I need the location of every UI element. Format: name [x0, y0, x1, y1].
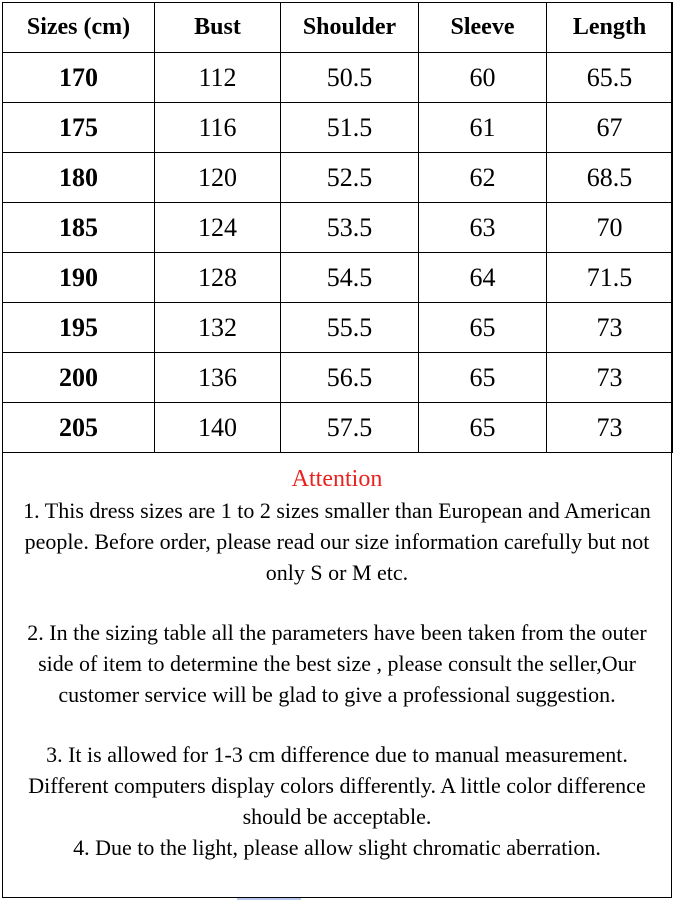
shoulder-cell: 57.5: [281, 403, 419, 453]
bust-cell: 124: [155, 203, 281, 253]
size-cell: 205: [3, 403, 155, 453]
length-cell: 71.5: [547, 253, 673, 303]
bust-cell: 136: [155, 353, 281, 403]
note-3: 3. It is allowed for 1-3 cm difference due to manual measurement. Different computers display colors differently. A little color difference should be acceptable.: [28, 742, 646, 829]
length-cell: 67: [547, 103, 673, 153]
shoulder-cell: 53.5: [281, 203, 419, 253]
bust-cell: 116: [155, 103, 281, 153]
note-4: 4. Due to the light, please allow slight chromatic aberration.: [73, 835, 601, 860]
table-header-row: [3, 3, 673, 53]
header-shoulder: Shoulder: [281, 3, 419, 53]
size-cell: 190: [3, 253, 155, 303]
sleeve-cell: 62: [419, 153, 547, 203]
length-cell: 68.5: [547, 153, 673, 203]
sleeve-cell: 65: [419, 403, 547, 453]
table-row: [3, 53, 673, 103]
bust-cell: 112: [155, 53, 281, 103]
bust-cell: 132: [155, 303, 281, 353]
sleeve-cell: 63: [419, 203, 547, 253]
table-row: [3, 303, 673, 353]
note-1: 1. This dress sizes are 1 to 2 sizes smaller than European and American people. Before order, please read our size information carefully but not only S or M etc.: [23, 498, 651, 585]
table-row: [3, 253, 673, 303]
length-cell: 73: [547, 303, 673, 353]
table-row: [3, 403, 673, 453]
length-cell: 73: [547, 353, 673, 403]
sleeve-cell: 61: [419, 103, 547, 153]
size-cell: 200: [3, 353, 155, 403]
size-chart-table: [2, 2, 673, 453]
shoulder-cell: 50.5: [281, 53, 419, 103]
sleeve-cell: 65: [419, 353, 547, 403]
shoulder-cell: 52.5: [281, 153, 419, 203]
bust-cell: 120: [155, 153, 281, 203]
bust-cell: 128: [155, 253, 281, 303]
size-cell: 170: [3, 53, 155, 103]
attention-heading: Attention: [291, 466, 383, 492]
shoulder-cell: 56.5: [281, 353, 419, 403]
table-row: [3, 353, 673, 403]
bottom-accent-line: [237, 898, 301, 900]
header-sleeve: Sleeve: [419, 3, 547, 53]
sleeve-cell: 65: [419, 303, 547, 353]
header-sizes: Sizes (cm): [3, 3, 155, 53]
length-cell: 70: [547, 203, 673, 253]
bust-cell: 140: [155, 403, 281, 453]
sleeve-cell: 60: [419, 53, 547, 103]
table-row: [3, 153, 673, 203]
length-cell: 65.5: [547, 53, 673, 103]
length-cell: 73: [547, 403, 673, 453]
note-spacer: [2, 710, 672, 739]
size-cell: 195: [3, 303, 155, 353]
table-row: [3, 103, 673, 153]
header-bust: Bust: [155, 3, 281, 53]
shoulder-cell: 54.5: [281, 253, 419, 303]
shoulder-cell: 55.5: [281, 303, 419, 353]
size-cell: 185: [3, 203, 155, 253]
size-cell: 180: [3, 153, 155, 203]
note-spacer: [2, 588, 672, 617]
header-length: Length: [547, 3, 673, 53]
attention-notes: [2, 462, 672, 863]
shoulder-cell: 51.5: [281, 103, 419, 153]
table-row: [3, 203, 673, 253]
size-cell: 175: [3, 103, 155, 153]
note-2: 2. In the sizing table all the parameters have been taken from the outer side of item to determine the best size , please consult the seller,Our customer service will be glad to give a professional suggestion.: [27, 620, 647, 707]
sleeve-cell: 64: [419, 253, 547, 303]
